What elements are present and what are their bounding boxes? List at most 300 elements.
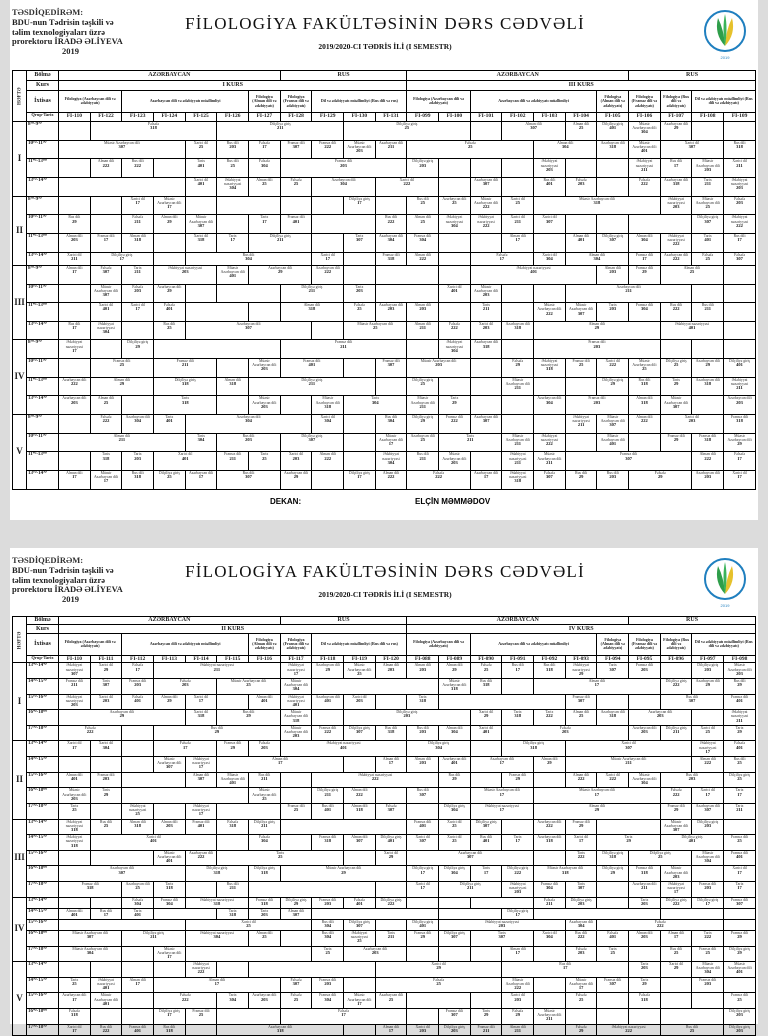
lesson-cell: Ədəbiyyat nəzəriyyəsi 203 (154, 265, 217, 284)
lesson-cell: Ədəbiyyat nəzəriyyəsi 211 (502, 452, 534, 471)
lesson-cell: Fəlsəfə 304 (249, 835, 281, 851)
lesson-cell: Ədəbiyyat nəzəriyyəsi 203 (59, 694, 91, 710)
lesson-cell: Müasir Azərbaycan dili 401 (217, 772, 249, 788)
lesson-cell: Fransız dili 307 (439, 1009, 471, 1025)
lesson-cell: Rus dili 307 (660, 694, 723, 710)
lesson-cell: Müasir Azərbaycan dili 304 (280, 678, 312, 694)
lesson-cell: Azərbaycan dili 203 (692, 471, 724, 490)
lesson-cell: Tarix 29 (629, 977, 661, 993)
group-header: FI-119 (344, 655, 376, 663)
empty-cell (470, 452, 502, 471)
lesson-cell: Müasir Azərbaycan dili 203 (280, 725, 312, 741)
lesson-cell: Xarici dil 307 (565, 741, 692, 757)
lesson-cell: Azərbaycan dili 203 (629, 725, 661, 741)
empty-cell (375, 788, 407, 804)
lesson-cell: Alman dili 25 (565, 710, 597, 726)
lesson-cell: Fəlsəfə 307 (534, 471, 566, 490)
lesson-cell: Alman dili 17 (375, 757, 407, 773)
empty-cell (724, 122, 756, 141)
empty-cell (692, 284, 724, 303)
lesson-cell: Alman dili 222 (407, 252, 439, 265)
lesson-cell: Rus dili 304 (312, 919, 344, 930)
lesson-cell: Alman dili 17 (375, 1024, 407, 1035)
empty-cell (122, 1009, 154, 1025)
lesson-cell: Fransız dili 318 (629, 866, 661, 882)
lesson-cell: Rus dili 318 (534, 663, 566, 679)
lesson-cell: Xarici dil 222 (375, 178, 438, 197)
lesson-cell: Tarix 203 (597, 303, 629, 322)
lesson-cell: Müasir Azərbaycan dili 307 (59, 930, 122, 946)
lesson-cell: Dilçiliyə giriş 211 (249, 819, 281, 835)
lesson-cell: Tarix 29 (724, 725, 756, 741)
lesson-cell: Rus dili 304 (375, 415, 407, 434)
lesson-cell: Fransız dili 318 (724, 415, 756, 434)
specialty-header: Filologiya (Alman dili və ədəbiyyatı) (249, 90, 281, 112)
group-label: Qrup-Tarix (27, 112, 59, 121)
lesson-cell: Tarix 29 (597, 835, 660, 851)
lesson-cell: Alman dili 318 (629, 396, 661, 415)
lesson-cell: Xarici dil 29 (375, 850, 407, 866)
empty-cell (154, 340, 281, 359)
empty-cell (344, 850, 376, 866)
lesson-cell: Müasir Azərbaycan dili 211 (502, 377, 534, 396)
empty-cell (280, 835, 312, 851)
group-header: FI-111 (90, 655, 122, 663)
group-header: FI-109 (724, 112, 756, 121)
lesson-cell: Fransız dili 307 (597, 977, 629, 993)
lesson-cell: Müasir Azərbaycan dili 304 (692, 962, 724, 978)
lesson-cell: Dilçiliyə giriş 211 (122, 930, 185, 946)
empty-cell (724, 321, 756, 340)
lesson-cell: Alman dili 211 (502, 1024, 534, 1035)
empty-cell (724, 284, 756, 303)
empty-cell (90, 340, 122, 359)
lesson-cell: Alman dili 203 (154, 819, 186, 835)
lesson-cell: Fransız dili 211 (217, 452, 249, 471)
lesson-cell: Azərbaycan dili 29 (154, 284, 186, 303)
time-slot: 11⁴⁰-13⁰⁰ (27, 233, 59, 252)
lesson-cell: Fransız dili 203 (90, 772, 122, 788)
lesson-cell: Rus dili 25 (660, 946, 692, 962)
lesson-cell: Müasir Azərbaycan dili 318 (280, 710, 312, 726)
lesson-cell: Tarix 318 (90, 452, 122, 471)
empty-cell (565, 1009, 597, 1025)
lesson-cell: Ədəbiyyat nəzəriyyəsi 401 (470, 265, 597, 284)
group-header: FI-122 (90, 112, 122, 121)
lesson-cell: Xarici dil 304 (534, 930, 566, 946)
lesson-cell: Alman dili 307 (280, 908, 312, 919)
empty-cell (280, 396, 312, 415)
lesson-cell: Alman dili 401 (59, 772, 91, 788)
lesson-cell: Azərbaycan dili 307 (692, 803, 724, 819)
lesson-cell: Ədəbiyyat nəzəriyyəsi 203 (724, 178, 756, 197)
specialty-header: Filologiya (Azərbaycan dili və ədəbiyyatı) (59, 633, 122, 655)
empty-cell (59, 850, 91, 866)
lesson-cell: Ədəbiyyat nəzəriyyəsi 203 (660, 196, 692, 215)
lesson-cell: Alman dili 211 (407, 321, 439, 340)
lesson-cell: Fəlsəfə 318 (90, 122, 217, 141)
week-label: HƏFTƏ (13, 71, 27, 122)
lesson-cell: Tarix 401 (692, 233, 724, 252)
time-slot: 14⁵⁰-15⁵⁰ (27, 757, 59, 773)
empty-cell (597, 694, 629, 710)
lesson-cell: Fəlsəfə 307 (90, 265, 122, 284)
lesson-cell: Müasir Azərbaycan dili 211 (565, 757, 692, 773)
lesson-cell: Xarici dil 401 (439, 284, 471, 303)
empty-cell (565, 377, 597, 396)
approval-year: 2019 (62, 46, 79, 57)
empty-cell (217, 962, 249, 978)
empty-cell (344, 359, 376, 378)
lesson-cell: Xarici dil 29 (375, 962, 502, 978)
lesson-cell: Ədəbiyyat nəzəriyyəsi 304 (217, 178, 249, 197)
group-header: FI-123 (122, 112, 154, 121)
time-slot: 16⁴⁰-18⁰⁰ (27, 788, 59, 804)
lesson-cell: Tarix 211 (439, 433, 502, 452)
lesson-cell: Müasir Azərbaycan dili 318 (534, 196, 661, 215)
course-header: II KURS (59, 625, 407, 633)
lesson-cell: Müasir Azərbaycan dili 17 (375, 433, 407, 452)
lesson-cell: Alman dili 222 (312, 452, 344, 471)
lesson-cell: Ədəbiyyat nəzəriyyəsi 222 (724, 215, 756, 234)
lesson-cell: Tarix 203 (629, 962, 661, 978)
lesson-cell: Dilçiliyə giriş 307 (344, 725, 376, 741)
approval-block (12, 556, 162, 605)
lesson-cell: Xarici dil 203 (344, 694, 376, 710)
lesson-cell: Fransız dili 304 (407, 233, 439, 252)
lesson-cell: Xarici dil 17 (122, 303, 154, 322)
lesson-cell: Ədəbiyyat nəzəriyyəsi 304 (185, 930, 248, 946)
empty-cell (122, 396, 154, 415)
lesson-cell: Xarici dil 17 (59, 1024, 91, 1035)
lesson-cell: Fəlsəfə 17 (249, 140, 281, 159)
time-slot: 10¹⁰-11³⁰ (27, 215, 59, 234)
empty-cell (154, 908, 217, 919)
lesson-cell: Tarix 222 (692, 930, 724, 946)
dean-label: DEKAN: (270, 497, 302, 506)
lesson-cell: Fransız dili 29 (565, 819, 597, 835)
lesson-cell: Fəlsəfə 318 (59, 1009, 91, 1025)
time-slot: 11⁴⁰-13⁰⁰ (27, 452, 59, 471)
lesson-cell: Fəlsəfə 17 (122, 663, 154, 679)
lesson-cell: Dilçiliyə giriş 29 (122, 340, 154, 359)
empty-cell (439, 377, 471, 396)
lesson-cell: Rus dili 401 (312, 803, 344, 819)
empty-cell (280, 930, 312, 946)
time-slot: 11⁴⁰-13⁰⁰ (27, 303, 59, 322)
lesson-cell: Alman dili 17 (122, 977, 154, 993)
lesson-cell: Azərbaycan dili 211 (375, 140, 407, 159)
time-slot: 16⁴⁰-18⁰⁰ (27, 930, 59, 946)
lesson-cell: Ədəbiyyat nəzəriyyəsi 25 (122, 803, 154, 819)
lesson-cell: Xarici dil 25 (692, 725, 724, 741)
specialty-label: İxtisas (27, 633, 59, 655)
empty-cell (59, 919, 186, 930)
lesson-cell: Ədəbiyyat nəzəriyyəsi 203 (534, 159, 566, 178)
lesson-cell: Fransız dili 203 (629, 663, 661, 679)
lesson-cell: Müasir Azərbaycan dili 203 (724, 663, 756, 679)
lesson-cell: Xarici dil 17 (565, 835, 597, 851)
lesson-cell: Rus dili 203 (217, 140, 249, 159)
empty-cell (90, 215, 122, 234)
lesson-cell: Tarix 211 (375, 930, 407, 946)
empty-cell (185, 196, 217, 215)
lesson-cell: Xarici dil 222 (597, 772, 629, 788)
empty-cell (59, 962, 91, 978)
time-slot: 15¹⁰-16³⁰ (27, 772, 59, 788)
lesson-cell: Tarix 29 (470, 1009, 502, 1025)
lesson-cell: Fəlsəfə 222 (439, 321, 471, 340)
lesson-cell: Müasir Azərbaycan dili 203 (249, 396, 281, 415)
lesson-cell: Fəlsəfə 401 (344, 897, 376, 908)
empty-cell (344, 433, 376, 452)
lesson-cell: Fransız dili 307 (565, 452, 692, 471)
lesson-cell: Fransız dili 25 (185, 1009, 217, 1025)
empty-cell (439, 178, 471, 197)
time-slot: 8³⁰-9⁵⁰ (27, 265, 59, 284)
lesson-cell: Fransız dili 203 (692, 977, 724, 993)
lesson-cell: Alman dili 318 (217, 377, 249, 396)
specialty-header: Filologiya (Rus dili və ədəbiyyatı) (660, 90, 692, 112)
lesson-cell: Azərbaycan dili 222 (59, 377, 91, 396)
lesson-cell: Müasir Azərbaycan dili 25 (629, 359, 661, 378)
lesson-cell: Fəlsəfə 211 (122, 215, 154, 234)
lesson-cell: Fransız dili 25 (724, 993, 756, 1009)
specialty-header: Azərbaycan dili və ədəbiyyatı müəllimliyi (122, 90, 249, 112)
lesson-cell: Xarici dil 401 (185, 178, 217, 197)
empty-cell (692, 993, 724, 1009)
lesson-cell: Alman dili 17 (660, 930, 692, 946)
empty-cell (597, 897, 629, 908)
empty-cell (90, 196, 122, 215)
empty-cell (597, 178, 629, 197)
empty-cell (502, 340, 534, 359)
lesson-cell: Fəlsəfə 401 (597, 930, 629, 946)
empty-cell (59, 415, 91, 434)
group-header: FI-120 (375, 655, 407, 663)
time-slot: 14⁵⁰-15⁵⁰ (27, 977, 59, 993)
lesson-cell: Azərbaycan dili 304 (534, 396, 566, 415)
lesson-cell: Dilçiliyə giriş 17 (692, 897, 724, 908)
empty-cell (90, 1009, 122, 1025)
lesson-cell: Fəlsəfə 203 (724, 196, 756, 215)
lesson-cell: Fəlsəfə 304 (122, 897, 154, 908)
approval-block (12, 8, 162, 57)
lesson-cell: Xarici dil 25 (439, 819, 471, 835)
lesson-cell: Alman dili 203 (407, 663, 439, 679)
lesson-cell: Xarici dil 203 (502, 993, 534, 1009)
lesson-cell: Xarici dil 203 (660, 415, 723, 434)
specialty-label: İxtisas (27, 90, 59, 112)
section-header: RUS (280, 617, 407, 625)
schedule-sheet-1 (10, 0, 758, 520)
lesson-cell: Azərbaycan dili 318 (534, 835, 566, 851)
lesson-cell: Rus dili 222 (122, 159, 154, 178)
lesson-cell: Tarix 29 (90, 788, 122, 804)
lesson-cell: Müasir Azərbaycan dili 304 (629, 122, 661, 141)
lesson-cell: Müasir Azərbaycan dili 203 (59, 788, 91, 804)
group-header: FI-091 (502, 655, 534, 663)
lesson-cell: Xarici dil 318 (185, 710, 217, 726)
time-slot: 17⁵⁰-18⁵⁰ (27, 1024, 59, 1035)
lesson-cell: Dilçiliyə giriş 401 (407, 919, 439, 930)
lesson-cell: Rus dili 211 (407, 452, 439, 471)
lesson-cell: Dilçiliyə giriş 211 (312, 788, 344, 804)
empty-cell (724, 819, 756, 835)
lesson-cell: Fəlsəfə 25 (344, 303, 376, 322)
empty-cell (660, 340, 692, 359)
lesson-cell: Azərbaycan dili 29 (280, 471, 312, 490)
lesson-cell: Azərbaycan dili 203 (344, 946, 407, 962)
section-header: AZƏRBAYCAN (59, 71, 281, 81)
specialty-header: Filologiya (Fransız dili və ədəbiyyatı) (629, 90, 661, 112)
empty-cell (502, 396, 534, 415)
time-slot: 17⁵⁰-18⁵⁰ (27, 725, 59, 741)
lesson-cell: Dilçiliyə giriş 222 (660, 678, 692, 694)
empty-cell (439, 908, 502, 919)
group-header: FI-114 (185, 655, 217, 663)
lesson-cell: Fəlsəfə 222 (660, 788, 692, 804)
empty-cell (217, 215, 249, 234)
empty-cell (154, 159, 186, 178)
lesson-cell: Müasir Azərbaycan dili 401 (629, 140, 661, 159)
lesson-cell: Dilçiliyə giriş 318 (185, 866, 248, 882)
empty-cell (439, 897, 471, 908)
lesson-cell: Tarix 318 (217, 908, 249, 919)
empty-cell (470, 377, 502, 396)
lesson-cell: Alman dili 203 (629, 930, 661, 946)
lesson-cell: Ədəbiyyat nəzəriyyəsi 222 (660, 233, 692, 252)
lesson-cell: Azərbaycan dili 318 (692, 377, 724, 396)
lesson-cell: Rus dili 211 (249, 772, 281, 788)
lesson-cell: Müasir Azərbaycan dili 307 (185, 215, 217, 234)
lesson-cell: Ədəbiyyat nəzəriyyəsi 304 (90, 321, 122, 340)
lesson-cell: Ədəbiyyat nəzəriyyəsi 401 (280, 694, 312, 710)
empty-cell (312, 710, 344, 726)
lesson-cell: Fransız dili 25 (90, 359, 153, 378)
lesson-cell: Ədəbiyyat nəzəriyyəsi 222 (534, 433, 566, 452)
lesson-cell: Azərbaycan dili 29 (312, 663, 344, 679)
lesson-cell: Xarici dil 203 (470, 321, 502, 340)
lesson-cell: Tarix 307 (565, 882, 597, 898)
lesson-cell: Azərbaycan dili 203 (629, 710, 692, 726)
empty-cell (439, 788, 471, 804)
lesson-cell: Dilçiliyə giriş 307 (692, 215, 724, 234)
lesson-cell: Tarix 318 (502, 710, 534, 726)
lesson-cell: Rus dili 17 (724, 233, 756, 252)
time-slot: 13¹⁰-14³⁰ (27, 396, 59, 415)
empty-cell (534, 772, 566, 788)
lesson-cell: Fransız dili 401 (185, 819, 217, 835)
lesson-cell: Fəlsəfə 17 (724, 452, 756, 471)
group-header: FI-118 (312, 655, 344, 663)
time-slot: 17⁵⁰-18⁵⁰ (27, 882, 59, 898)
empty-cell (59, 284, 91, 303)
empty-cell (217, 196, 280, 215)
empty-cell (154, 233, 186, 252)
lesson-cell: Rus dili 29 (724, 678, 756, 694)
empty-cell (375, 284, 438, 303)
empty-cell (660, 993, 692, 1009)
empty-cell (724, 919, 756, 930)
lesson-cell: Dilçiliyə giriş 304 (439, 866, 471, 882)
empty-cell (122, 772, 185, 788)
lesson-cell: Müasir Azərbaycan dili 25 (217, 678, 280, 694)
lesson-cell: Dilçiliyə giriş 203 (724, 1024, 756, 1035)
lesson-cell: Dilçiliyə giriş 29 (597, 377, 629, 396)
lesson-cell: Ədəbiyyat nəzəriyyəsi 203 (502, 882, 534, 898)
section-header: RUS (629, 617, 756, 625)
lesson-cell: Rus dili 17 (660, 159, 692, 178)
lesson-cell: Azərbaycan dili 29 (692, 678, 724, 694)
lesson-cell: Fransız dili 25 (280, 803, 312, 819)
lesson-cell: Alman dili 17 (502, 946, 534, 962)
empty-cell (439, 946, 471, 962)
group-header: FI-099 (407, 112, 439, 121)
time-slot: 17⁵⁰-18⁵⁰ (27, 946, 59, 962)
lesson-cell: Ədəbiyyat nəzəriyyəsi 401 (90, 977, 122, 993)
lesson-cell: Azərbaycan dili 222 (185, 850, 217, 866)
empty-cell (534, 977, 566, 993)
empty-cell (534, 908, 661, 919)
group-header: FI-098 (724, 655, 756, 663)
lesson-cell: Azərbaycan dili 304 (565, 919, 597, 930)
time-slot: 10¹⁰-11³⁰ (27, 140, 59, 159)
empty-cell (59, 303, 91, 322)
lesson-cell: Xarici dil 17 (724, 866, 756, 882)
lesson-cell: Alman dili 17 (502, 233, 534, 252)
lesson-cell: Fransız dili 203 (534, 340, 661, 359)
specialty-header: Filologiya (Azərbaycan dili və ədəbiyyatı) (407, 90, 470, 112)
group-header: FI-128 (280, 112, 312, 121)
lesson-cell: Alman dili 203 (59, 233, 91, 252)
weekday-label: II (13, 196, 27, 265)
empty-cell (280, 196, 312, 215)
empty-cell (217, 694, 249, 710)
lesson-cell: Alman dili 29 (534, 321, 661, 340)
lesson-cell: Dilçiliyə giriş 25 (344, 122, 471, 141)
weekday-label: V (13, 962, 27, 1036)
lesson-cell: Rus dili 307 (217, 471, 280, 490)
lesson-cell: Fəlsəfə 25 (280, 178, 312, 197)
lesson-cell: Ədəbiyyat nəzəriyyəsi 17 (280, 663, 312, 679)
lesson-cell: Ədəbiyyat nəzəriyyəsi 401 (660, 321, 723, 340)
lesson-cell: Tarix 25 (312, 946, 344, 962)
group-header: FI-130 (344, 112, 376, 121)
empty-cell (122, 321, 154, 340)
empty-cell (122, 946, 154, 962)
empty-cell (502, 819, 534, 835)
group-header: FI-108 (692, 112, 724, 121)
empty-cell (375, 919, 407, 930)
empty-cell (185, 882, 217, 898)
empty-cell (59, 159, 91, 178)
lesson-cell: Dilçiliyə giriş 307 (280, 433, 343, 452)
lesson-cell: Fəlsəfə 211 (534, 897, 566, 908)
approval-line: təlim texnologiyaları üzrə (12, 574, 106, 585)
lesson-cell: Fəlsəfə 29 (502, 1009, 534, 1025)
lesson-cell: Alman dili 304 (439, 725, 471, 741)
lesson-cell: Tarix 17 (724, 788, 756, 804)
empty-cell (280, 772, 312, 788)
empty-cell (629, 433, 661, 452)
lesson-cell: Dilçiliyə giriş 211 (249, 233, 312, 252)
specialty-header: Filologiya (Fransız dili və ədəbiyyatı) (280, 633, 312, 655)
lesson-cell: Ədəbiyyat nəzəriyyəsi 211 (154, 663, 281, 679)
lesson-cell: Ədəbiyyat nəzəriyyəsi 17 (185, 803, 217, 819)
lesson-cell: Alman dili 304 (534, 140, 597, 159)
lesson-cell: Fransız dili 304 (312, 993, 344, 1009)
